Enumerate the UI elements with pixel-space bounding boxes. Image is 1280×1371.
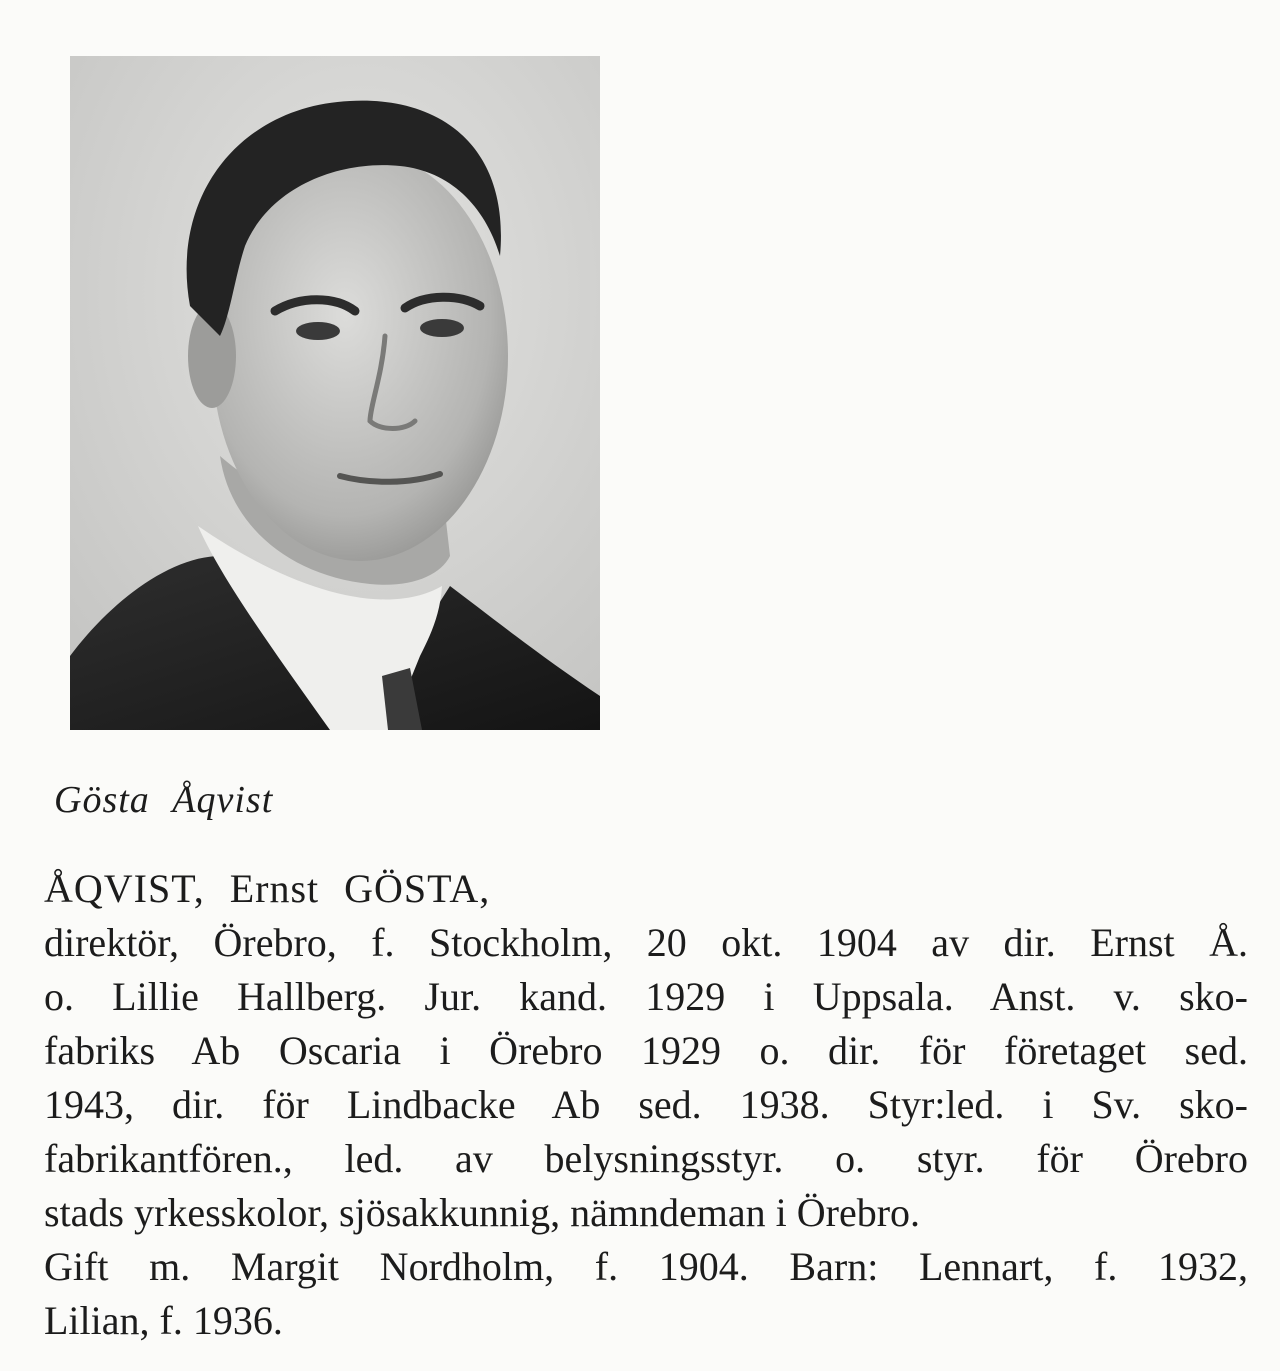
entry-line: fabrikantfören., led. av belysningsstyr. o. styr. för Örebro bbox=[44, 1136, 1248, 1181]
family-line: Gift m. Margit Nordholm, f. 1904. Barn: Lennart, f. 1932, bbox=[44, 1244, 1248, 1289]
entry-line: o. Lillie Hallberg. Jur. kand. 1929 i Uppsala. Anst. v. sko- bbox=[44, 974, 1248, 1019]
entry-line: stads yrkesskolor, sjösakkunnig, nämndeman i Örebro. bbox=[44, 1190, 921, 1235]
family-line: Lilian, f. 1936. bbox=[44, 1298, 283, 1343]
left-eye bbox=[296, 322, 340, 340]
entry-line: fabriks Ab Oscaria i Örebro 1929 o. dir. för företaget sed. bbox=[44, 1028, 1248, 1073]
biography-entry bbox=[44, 862, 1248, 1348]
portrait-illustration bbox=[70, 56, 600, 730]
entry-heading: ÅQVIST, Ernst GÖSTA, bbox=[44, 866, 491, 911]
right-eye bbox=[420, 319, 464, 337]
photo-caption: Gösta Åqvist bbox=[54, 779, 274, 821]
portrait-photo bbox=[70, 56, 600, 730]
entry-line: direktör, Örebro, f. Stockholm, 20 okt. 1904 av dir. Ernst Å. bbox=[44, 920, 1248, 965]
entry-line: 1943, dir. för Lindbacke Ab sed. 1938. Styr:led. i Sv. sko- bbox=[44, 1082, 1248, 1127]
